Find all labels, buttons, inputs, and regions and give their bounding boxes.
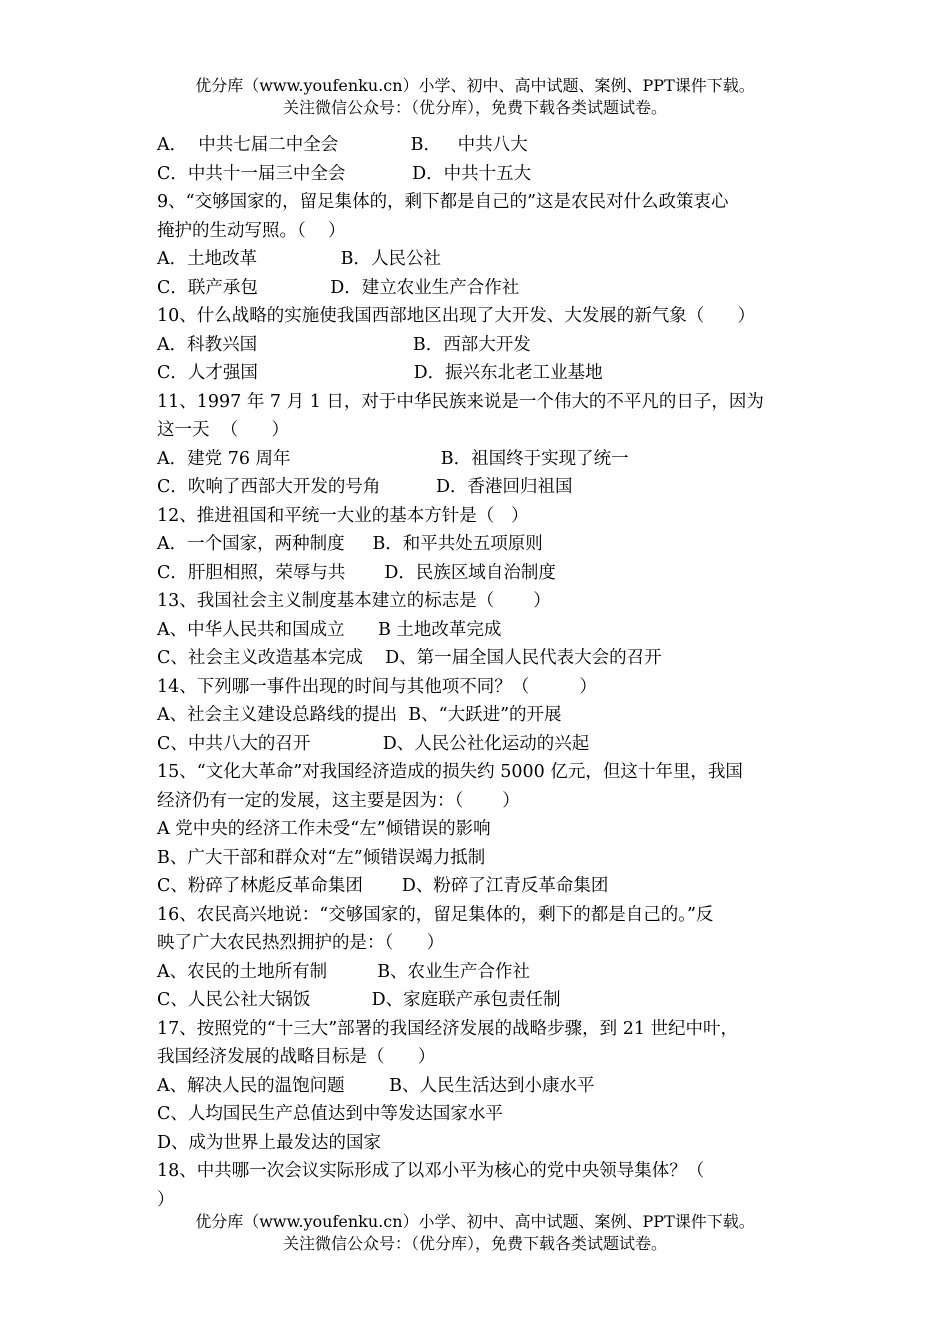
text-line: C、人民公社大锅饭 D、家庭联产承包责任制 [157, 990, 561, 1010]
text-line: C、中共八大的召开 D、人民公社化运动的兴起 [157, 733, 590, 754]
text-line: C、人均国民生产总值达到中等发达国家水平 [157, 1104, 503, 1124]
text-line: 16、农民高兴地说：“交够国家的，留足集体的，剩下的都是自己的。”反 [157, 904, 714, 925]
text-line: A．一个国家，两种制度 B．和平共处五项原则 [157, 534, 543, 554]
text-line: 这一天 （ ） [157, 420, 290, 440]
text-line: ） [157, 1189, 175, 1210]
text-line: C．中共十一届三中全会 D．中共十五大 [157, 163, 532, 184]
text-line: 18、中共哪一次会议实际形成了以邓小平为核心的党中央领导集体？（ [157, 1161, 705, 1181]
text-line: A、社会主义建设总路线的提出 B、“大跃进”的开展 [157, 705, 562, 725]
header-line-1: 优分库（www.youfenku.cn）小学、初中、高中试题、案例、PPT课件下载。 [195, 76, 755, 95]
text-line: A、中华人民共和国成立 B 土地改革完成 [157, 619, 502, 640]
text-line: 经济仍有一定的发展，这主要是因为：（ ） [157, 790, 520, 811]
text-line: A．土地改革 B．人民公社 [157, 249, 441, 269]
text-line: A． 中共七届二中全会 B． 中共八大 [157, 135, 528, 155]
text-line: C．肝胆相照，荣辱与共 D．民族区域自治制度 [157, 562, 556, 583]
text-line: 掩护的生动写照。（ ） [157, 220, 346, 241]
text-line: C．吹响了西部大开发的号角 D．香港回归祖国 [157, 477, 573, 497]
text-line: A、农民的土地所有制 B、农业生产合作社 [157, 961, 531, 982]
text-line: 我国经济发展的战略目标是（ ） [157, 1047, 436, 1067]
text-line: A．建党 76 周年 B．祖国终于实现了统一 [157, 448, 629, 469]
text-line: C、粉碎了林彪反革命集团 D、粉碎了江青反革命集团 [157, 876, 609, 896]
text-line: A、解决人民的温饱问题 B、人民生活达到小康水平 [157, 1075, 595, 1096]
page-footer [0, 1211, 950, 1255]
text-line: 映了广大农民热烈拥护的是：（ ） [157, 933, 445, 953]
text-line: C．人才强国 D．振兴东北老工业基地 [157, 363, 603, 383]
text-line: 12、推进祖国和平统一大业的基本方针是（ ） [157, 505, 529, 526]
question-body [157, 131, 802, 1214]
text-line: C．联产承包 D．建立农业生产合作社 [157, 277, 520, 298]
header-line-2: 关注微信公众号：（优分库），免费下载各类试题试卷。 [282, 98, 667, 117]
text-line: D、成为世界上最发达的国家 [157, 1132, 382, 1153]
text-line: A 党中央的经济工作未受“左”倾错误的影响 [157, 819, 491, 839]
text-line: 9、“交够国家的，留足集体的，剩下都是自己的”这是农民对什么政策衷心 [157, 192, 729, 212]
text-line: 14、下列哪一事件出现的时间与其他项不同？（ ） [157, 676, 597, 697]
text-line: 17、按照党的“十三大”部署的我国经济发展的战略步骤，到 21 世纪中叶， [157, 1018, 739, 1039]
text-line: 11、1997 年 7 月 1 日，对于中华民族来说是一个伟大的不平凡的日子，因为 [157, 391, 764, 412]
text-line: 15、“文化大革命”对我国经济造成的损失约 5000 亿元，但这十年里，我国 [157, 762, 743, 782]
text-line: 13、我国社会主义制度基本建立的标志是（ ） [157, 591, 551, 611]
page-header [0, 75, 950, 119]
text-line: 10、什么战略的实施使我国西部地区出现了大开发、大发展的新气象（ ） [157, 306, 756, 326]
text-line: A．科教兴国 B．西部大开发 [157, 334, 531, 355]
footer-line-1: 优分库（www.youfenku.cn）小学、初中、高中试题、案例、PPT课件下载。 [195, 1212, 755, 1231]
text-line: B、广大干部和群众对“左”倾错误竭力抵制 [157, 847, 486, 868]
text-line: C、社会主义改造基本完成 D、第一届全国人民代表大会的召开 [157, 648, 662, 668]
footer-line-2: 关注微信公众号：（优分库），免费下载各类试题试卷。 [282, 1234, 667, 1253]
